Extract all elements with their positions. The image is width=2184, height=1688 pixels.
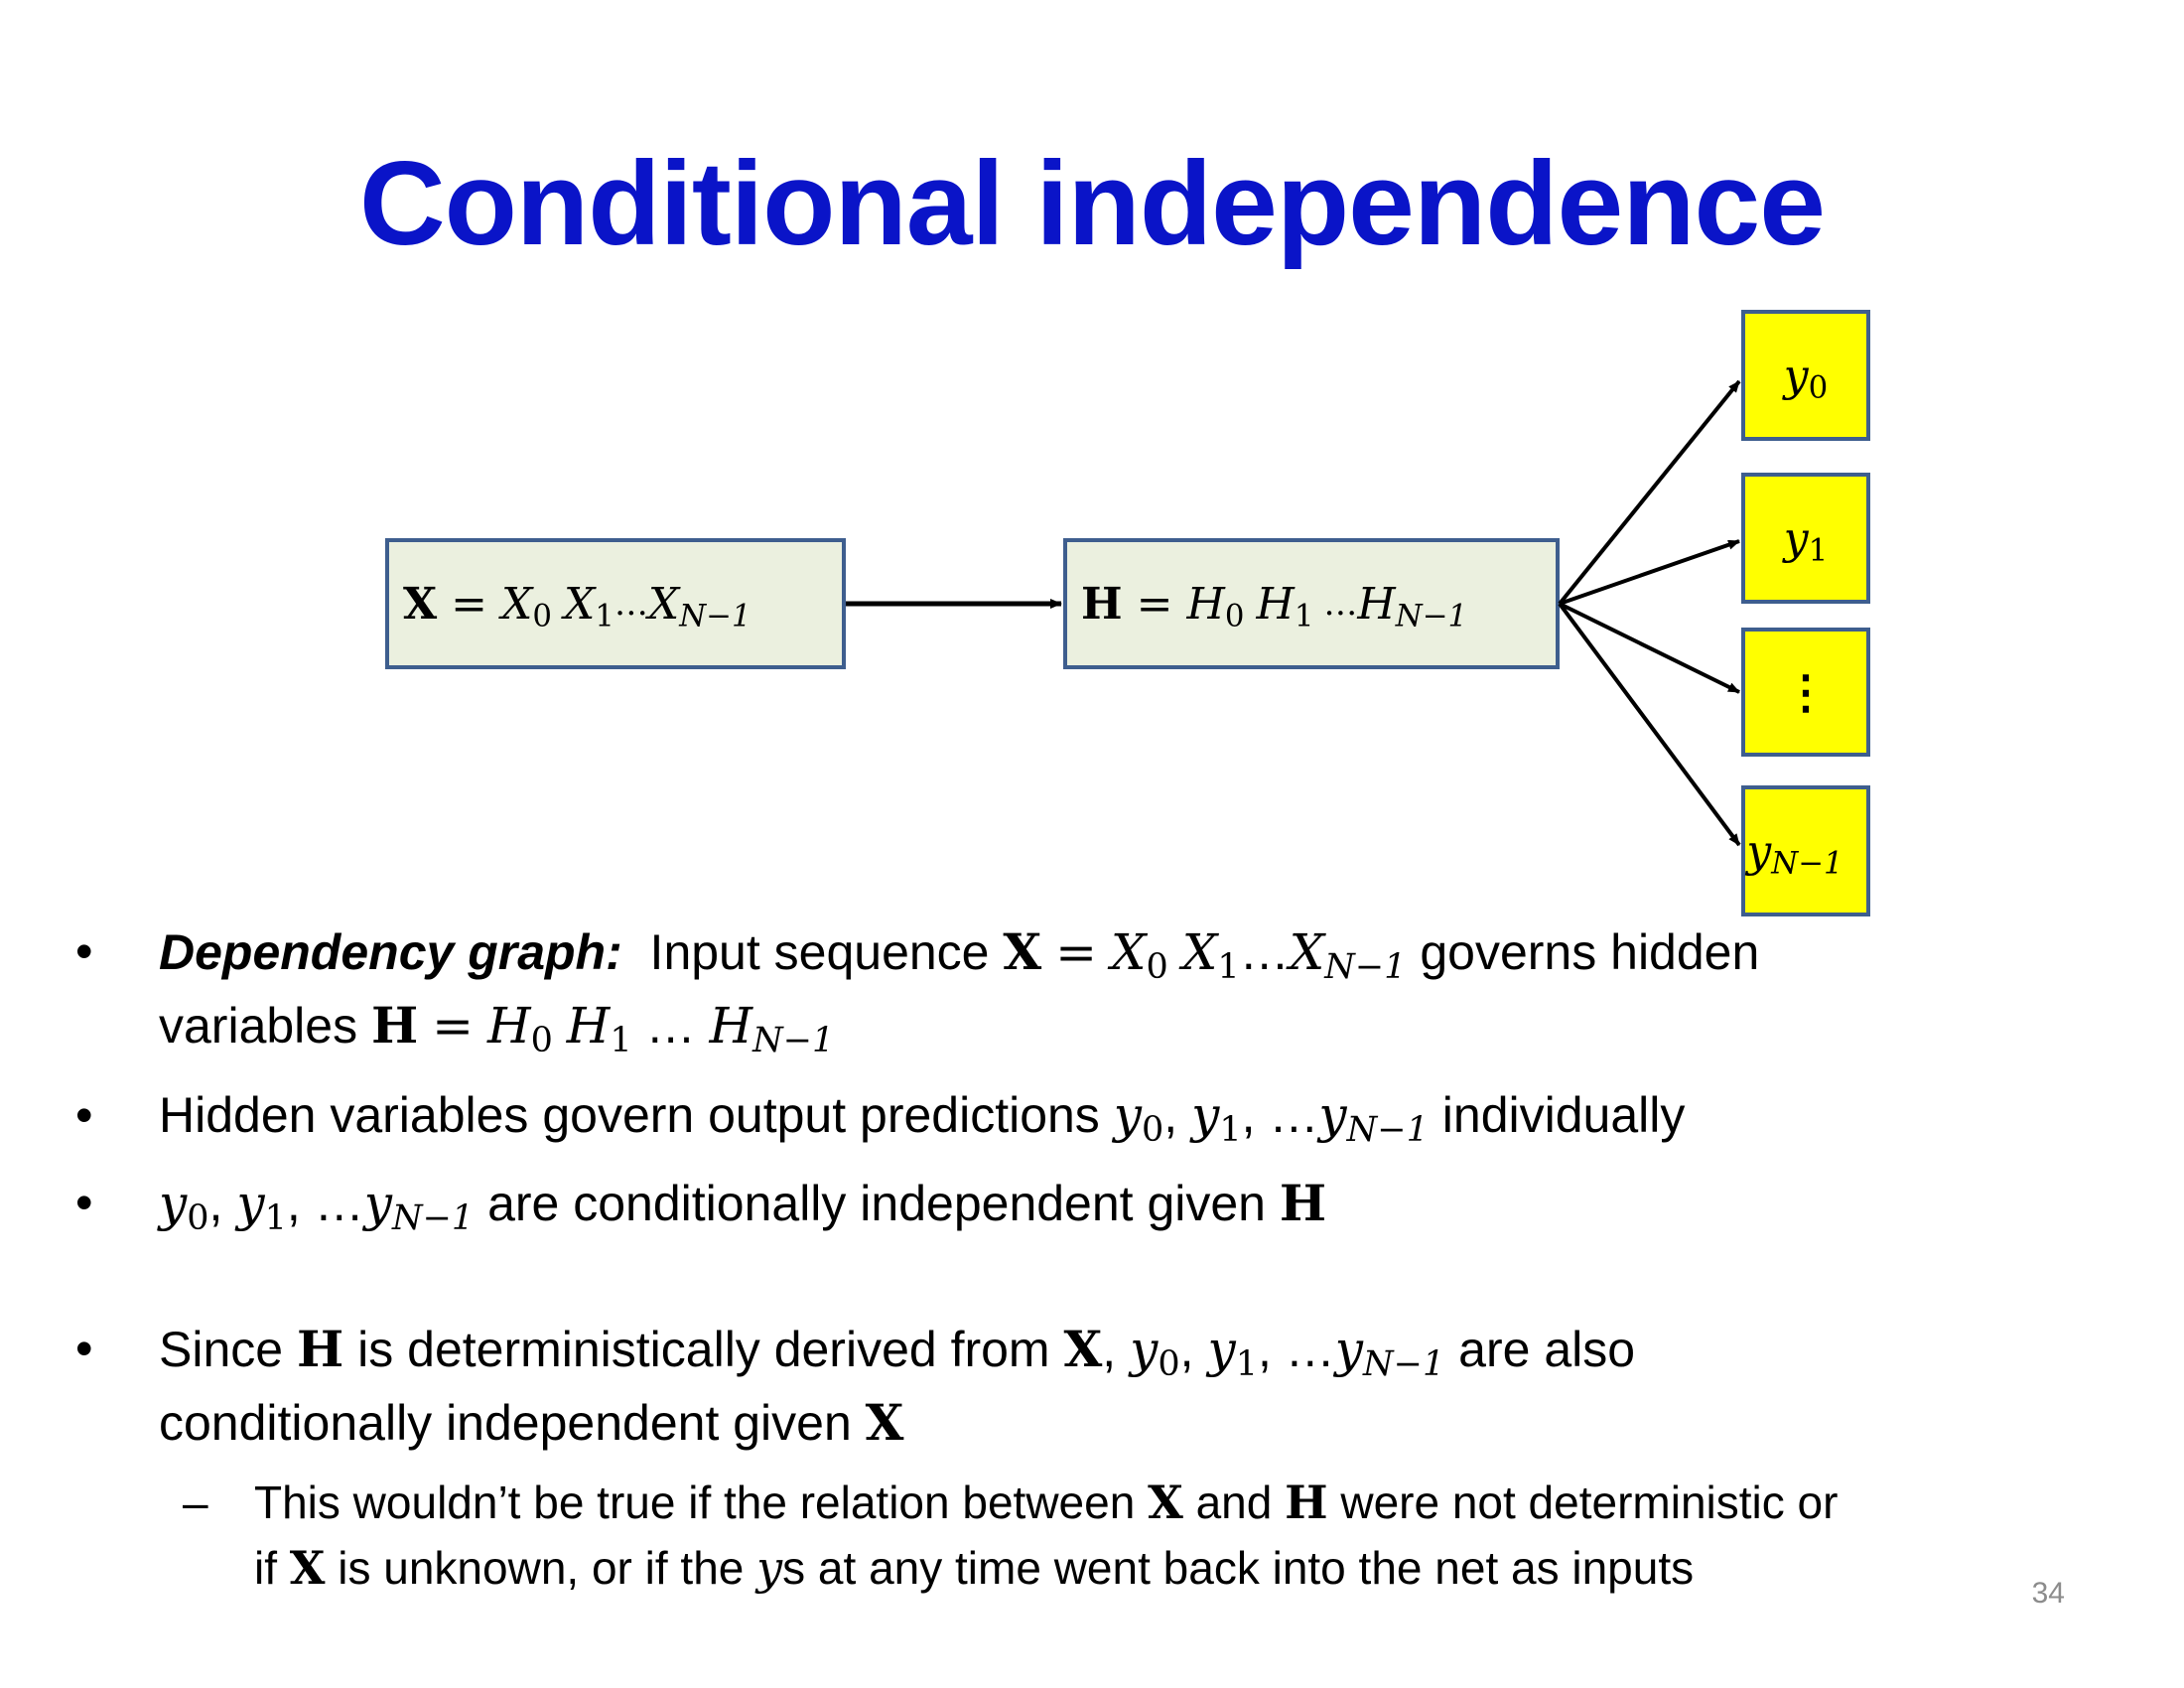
sub-bullet-marker: – — [183, 1477, 208, 1528]
bullet-hidden-govern: Hidden variables govern output predictions $y_0$, $y_1$, $\dots y_{N-1}$ individually — [159, 1086, 1686, 1150]
arrow-h-to-y1 — [1560, 541, 1739, 604]
bullet-dependency-graph: Dependency graph: Input sequence $X = X_0$ $X_1\dots X_{N-1}$ governs hidden variables $H = H_0$ $H_1$ … $H_{N-1}$ — [159, 922, 1760, 1060]
input-sequence-node — [385, 538, 846, 669]
h-bold: H — [1081, 578, 1123, 630]
lead-term: Dependency graph: — [159, 924, 622, 980]
h-term-n: $H_{N-1}$ — [1357, 578, 1468, 634]
h-ellipsis: … — [1323, 584, 1358, 624]
x-term-n: $X_{N-1}$ — [647, 578, 751, 634]
equals-sign: = — [451, 578, 488, 630]
bullet-deterministic: Since H is deterministically derived from X, $y_0$, $y_1$, $\dots y_{N-1}$ are also conditionally independent given X — [159, 1320, 1636, 1452]
output-node-y0: $y_0$ — [1741, 310, 1870, 441]
output-node-yn: $y_{N-1}$ — [1741, 785, 1870, 916]
output-node-ellipsis: ⋮ — [1741, 628, 1870, 757]
page-title: Conditional independence — [358, 137, 1826, 270]
output-node-y1: $y_1$ — [1741, 473, 1870, 604]
bullet-marker: • — [75, 1321, 93, 1376]
h-term-0: $H_0$ — [1186, 578, 1245, 634]
x-term-1: $X_1$ — [563, 578, 614, 634]
bullet-marker: • — [75, 923, 93, 979]
x-term-0: $X_0$ — [501, 578, 552, 634]
bullet-marker: • — [75, 1175, 93, 1230]
bullet-marker: • — [75, 1087, 93, 1143]
h-term-1: $H_1$ — [1256, 578, 1314, 634]
sub-bullet-caveat: This wouldn’t be true if the relation between X and H were not deterministic or if X is unknown, or if the ys at any time went back into the net as inputs — [254, 1476, 1839, 1595]
equals-sign: = — [1136, 578, 1173, 630]
arrow-h-to-ydots — [1560, 604, 1739, 692]
bullet-conditionally-independent: $y_0$, $y_1$, $\dots y_{N-1}$ are conditionally independent given H — [159, 1174, 1327, 1238]
x-bold: X — [403, 578, 438, 630]
arrow-h-to-yn — [1560, 604, 1739, 845]
page-number: 34 — [2031, 1577, 2065, 1610]
arrow-h-to-y0 — [1560, 381, 1739, 604]
hidden-variables-node — [1063, 538, 1560, 669]
x-ellipsis: … — [614, 584, 648, 624]
